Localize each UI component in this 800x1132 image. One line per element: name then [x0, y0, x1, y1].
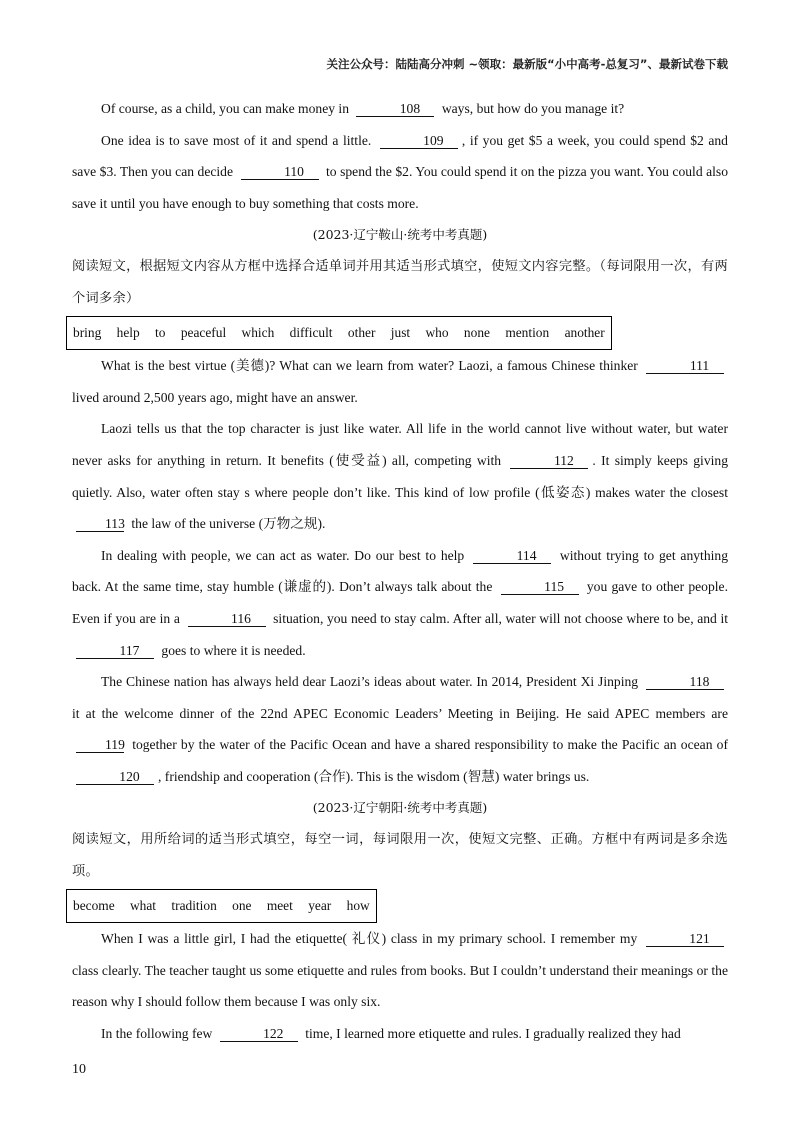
text: situation, you need to stay calm. After all, water will not choose where to be, and it [273, 610, 728, 626]
paragraph [72, 666, 728, 792]
text: it at the welcome dinner of the 22nd APEC Economic Leaders’ Meeting in Beijing. He said APEC members are [72, 705, 728, 721]
answer-blank[interactable]: 117 [76, 643, 154, 659]
text: to spend the $2. You could spend it on the pizza you want. You could also save it until you have enough to buy something that costs more. [72, 164, 728, 211]
text: , friendship and cooperation (合作). This is the wisdom (智慧) water brings us. [158, 768, 590, 784]
answer-blank[interactable]: 116 [188, 611, 266, 627]
question-source: (2023·辽宁鞍山·统考中考真题) [312, 227, 488, 243]
word-option: help [116, 325, 140, 341]
text: The Chinese nation has always held dear Laozi’s ideas about water. In 2014, President Xi Jinping [101, 674, 639, 690]
paragraph [72, 350, 728, 413]
word-option: mention [505, 325, 550, 341]
word-option: other [347, 325, 376, 341]
answer-blank[interactable]: 118 [646, 674, 724, 690]
word-option: peaceful [180, 325, 227, 341]
text: the law of the universe (万物之规). [131, 516, 326, 532]
word-option: one [232, 898, 252, 914]
paragraph [72, 923, 728, 1018]
answer-blank[interactable]: 108 [356, 101, 434, 117]
text: One idea is to save most of it and spend a little. [101, 132, 372, 148]
answer-blank[interactable]: 121 [646, 931, 724, 947]
text: What is the best virtue (美德)? What can we learn from water? Laozi, a famous Chinese thinker [101, 358, 638, 374]
word-option: tradition [171, 898, 217, 914]
word-option: which [241, 325, 275, 341]
text: In the following few [101, 1026, 213, 1042]
text: you gave to other people. Even if you are in a [72, 579, 728, 626]
answer-blank[interactable]: 110 [241, 164, 319, 180]
page-number: 10 [72, 1062, 86, 1077]
text: without trying to get anything back. At the same time, stay humble (谦虚的). Don’t always talk about the [72, 547, 728, 595]
answer-blank[interactable]: 122 [220, 1026, 298, 1042]
word-option: another [564, 325, 605, 341]
answer-blank[interactable]: 119 [76, 737, 124, 753]
answer-blank[interactable]: 120 [76, 769, 154, 785]
word-option: become [73, 898, 115, 914]
text: When I was a little girl, I had the etiquette( 礼仪) class in my primary school. I remember my [101, 931, 638, 947]
instruction: 阅读短文，用所给词的适当形式填空，每空一词，每词限用一次，使短文完整、正确。方框中有两词是多余选项。 [72, 832, 728, 879]
document-body [72, 93, 728, 1050]
paragraph [72, 413, 728, 539]
question-source: (2023·辽宁朝阳·统考中考真题) [312, 800, 488, 816]
word-option: to [155, 325, 166, 341]
text: In dealing with people, we can act as water. Do our best to help [101, 547, 465, 563]
answer-blank[interactable]: 109 [380, 133, 458, 149]
word-box [66, 316, 612, 350]
text: time, I learned more etiquette and rules. I gradually realized they had [305, 1026, 681, 1042]
word-option: who [425, 325, 449, 341]
answer-blank[interactable]: 111 [646, 358, 724, 374]
instruction: 阅读短文，根据短文内容从方框中选择合适单词并用其适当形式填空，使短文内容完整。（每词限用一次，有两个词多余） [72, 258, 728, 306]
word-option: none [463, 325, 490, 341]
word-option: difficult [289, 325, 333, 341]
word-option: meet [266, 898, 293, 914]
answer-blank[interactable]: 114 [473, 548, 551, 564]
text: lived around 2,500 years ago, might have an answer. [72, 389, 358, 405]
text: ways, but how do you manage it? [441, 101, 625, 116]
text: Of course, as a child, you can make money in [101, 101, 350, 116]
text: together by the water of the Pacific Ocean and have a shared responsibility to make the Pacific an ocean of [132, 737, 728, 753]
paragraph [72, 540, 728, 666]
page-header: 关注公众号：陆陆高分冲刺 ~领取：最新版“小中高考-总复习”、最新试卷下载 [326, 57, 728, 71]
word-box [66, 889, 377, 923]
paragraph [72, 93, 728, 125]
paragraph [72, 125, 728, 220]
text: Laozi tells us that the top character is just like water. All life in the world cannot live without water, but water never asks for anything in return. It benefits (使受益) all, competing with [72, 421, 728, 468]
word-option: what [130, 898, 157, 914]
answer-blank[interactable]: 113 [76, 516, 124, 532]
text: , if you get $5 a week, you could spend $2 and save $3. Then you can decide [72, 132, 728, 180]
answer-blank[interactable]: 115 [501, 579, 579, 595]
text: class clearly. The teacher taught us some etiquette and rules from books. But I couldn’t understand their meanings or the reason why I should follow them because I was only six. [72, 962, 728, 1010]
text: goes to where it is needed. [161, 642, 306, 658]
word-option: how [346, 898, 370, 914]
word-option: year [308, 898, 332, 914]
word-option: bring [73, 325, 102, 341]
answer-blank[interactable]: 112 [510, 453, 588, 469]
paragraph [72, 1018, 728, 1050]
text: . It simply keeps giving quietly. Also, water often stay s where people don’t like. This kind of low profile (低姿态) makes water the closest [72, 452, 728, 500]
word-option: just [390, 325, 411, 341]
